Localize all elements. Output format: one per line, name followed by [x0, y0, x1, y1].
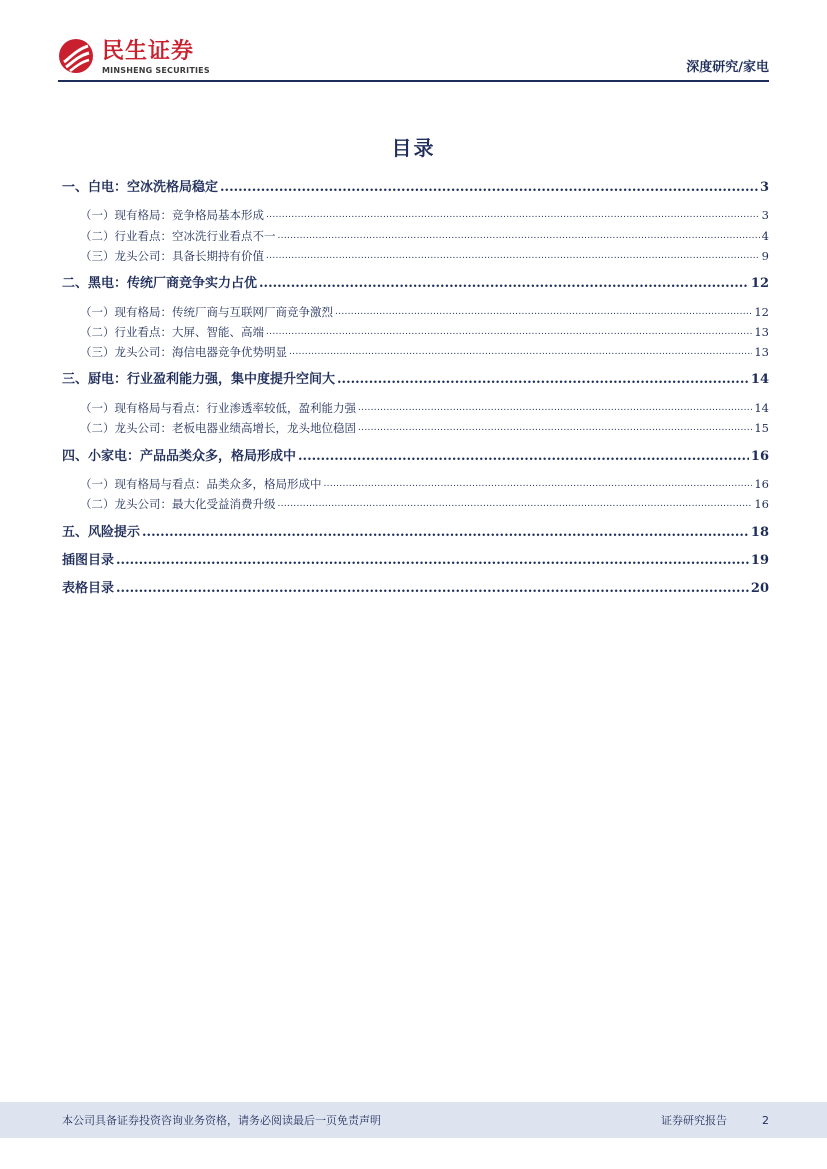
toc-entry-label: 一、白电：空冰洗格局稳定 — [62, 180, 219, 195]
toc-entry-page: 19 — [750, 553, 769, 568]
toc-entry-label: （三）龙头公司：具备长期持有价值 — [80, 249, 264, 263]
toc-leader-dots — [259, 276, 749, 292]
toc-entry-page: 4 — [761, 229, 769, 243]
toc-entry-1-3[interactable] — [80, 249, 769, 263]
toc-entry-label: （一）现有格局：竞争格局基本形成 — [80, 208, 264, 222]
toc-entry-page: 20 — [750, 581, 769, 596]
page-header — [0, 0, 827, 80]
toc-entry-page: 14 — [754, 401, 769, 415]
toc-entry-page: 16 — [754, 477, 769, 491]
toc-leader-dots — [358, 421, 752, 435]
toc-entry-label: （二）行业看点：大屏、智能、高端 — [80, 325, 264, 339]
toc-entry-label: （三）龙头公司：海信电器竞争优势明显 — [80, 345, 287, 359]
toc-leader-dots — [116, 553, 749, 569]
toc-entry-label: 三、厨电：行业盈利能力强，集中度提升空间大 — [62, 372, 336, 387]
footer-disclaimer: 本公司具备证券投资咨询业务资格，请务必阅读最后一页免责声明 — [62, 1114, 381, 1127]
toc-entry-page: 13 — [754, 325, 769, 339]
logo-english-name: MINSHENG SECURITIES — [102, 66, 210, 75]
toc-entry-page: 3 — [759, 180, 769, 195]
toc-entry-page: 12 — [754, 305, 769, 319]
toc-leader-dots — [278, 229, 760, 243]
toc-entry-label: （一）现有格局与看点：品类众多，格局形成中 — [80, 477, 322, 491]
toc-entry-label: （二）龙头公司：老板电器业绩高增长，龙头地位稳固 — [80, 421, 356, 435]
toc-entry-3-1[interactable] — [80, 401, 769, 415]
toc-entry-figures[interactable] — [62, 553, 769, 569]
toc-entry-page: 15 — [754, 421, 769, 435]
report-section-tag: 深度研究/家电 — [686, 60, 769, 75]
toc-title: 目录 — [391, 136, 436, 160]
toc-entry-page: 13 — [754, 345, 769, 359]
toc-leader-dots — [220, 180, 758, 196]
toc-entry-page: 9 — [761, 249, 769, 263]
toc-entry-2-3[interactable] — [80, 345, 769, 359]
toc-entry-label: 五、风险提示 — [62, 525, 141, 540]
toc-entry-4-1[interactable] — [80, 477, 769, 491]
toc-entry-label: 插图目录 — [62, 553, 115, 568]
toc-entry-1[interactable] — [62, 180, 769, 196]
toc-entry-label: （二）龙头公司：最大化受益消费升级 — [80, 497, 276, 511]
toc-leader-dots — [142, 525, 749, 541]
toc-entry-2-1[interactable] — [80, 305, 769, 319]
logo-chinese-name: 民生证券 — [102, 39, 195, 64]
toc-entry-page: 16 — [754, 497, 769, 511]
toc-leader-dots — [278, 497, 753, 511]
toc-leader-dots — [337, 372, 749, 388]
toc-entry-3[interactable] — [62, 372, 769, 388]
header-divider — [58, 80, 769, 82]
toc-leader-dots — [116, 581, 749, 597]
toc-entry-tables[interactable] — [62, 581, 769, 597]
toc-entry-page: 14 — [750, 372, 769, 387]
toc-entry-2[interactable] — [62, 276, 769, 292]
toc-entry-1-2[interactable] — [80, 229, 769, 243]
toc-entry-page: 3 — [761, 208, 769, 222]
toc-entry-label: （一）现有格局：传统厂商与互联网厂商竞争激烈 — [80, 305, 333, 319]
page-footer — [0, 1102, 827, 1138]
toc-entry-page: 12 — [750, 276, 769, 291]
toc-entry-1-1[interactable] — [80, 208, 769, 222]
toc-entry-label: （二）行业看点：空冰洗行业看点不一 — [80, 229, 276, 243]
toc-entry-label: 二、黑电：传统厂商竞争实力占优 — [62, 276, 258, 291]
toc-leader-dots — [324, 477, 753, 491]
toc-entry-2-2[interactable] — [80, 325, 769, 339]
toc-leader-dots — [266, 249, 760, 263]
toc-leader-dots — [358, 401, 752, 415]
footer-report-type: 证券研究报告 — [661, 1114, 727, 1127]
toc-leader-dots — [298, 449, 749, 465]
toc-entry-page: 16 — [750, 449, 769, 464]
toc-entry-5[interactable] — [62, 525, 769, 541]
toc-entry-label: 表格目录 — [62, 581, 115, 596]
toc-entry-label: 四、小家电：产品品类众多，格局形成中 — [62, 449, 297, 464]
minsheng-logo-icon — [58, 38, 94, 74]
toc-entry-page: 18 — [750, 525, 769, 540]
toc-leader-dots — [266, 325, 752, 339]
toc-entry-4[interactable] — [62, 449, 769, 465]
toc-leader-dots — [289, 345, 752, 359]
toc-entry-4-2[interactable] — [80, 497, 769, 511]
toc-entry-label: （一）现有格局与看点：行业渗透率较低，盈利能力强 — [80, 401, 356, 415]
toc-leader-dots — [335, 305, 752, 319]
toc-entry-3-2[interactable] — [80, 421, 769, 435]
footer-page-number: 2 — [762, 1114, 769, 1127]
toc-leader-dots — [266, 208, 760, 222]
